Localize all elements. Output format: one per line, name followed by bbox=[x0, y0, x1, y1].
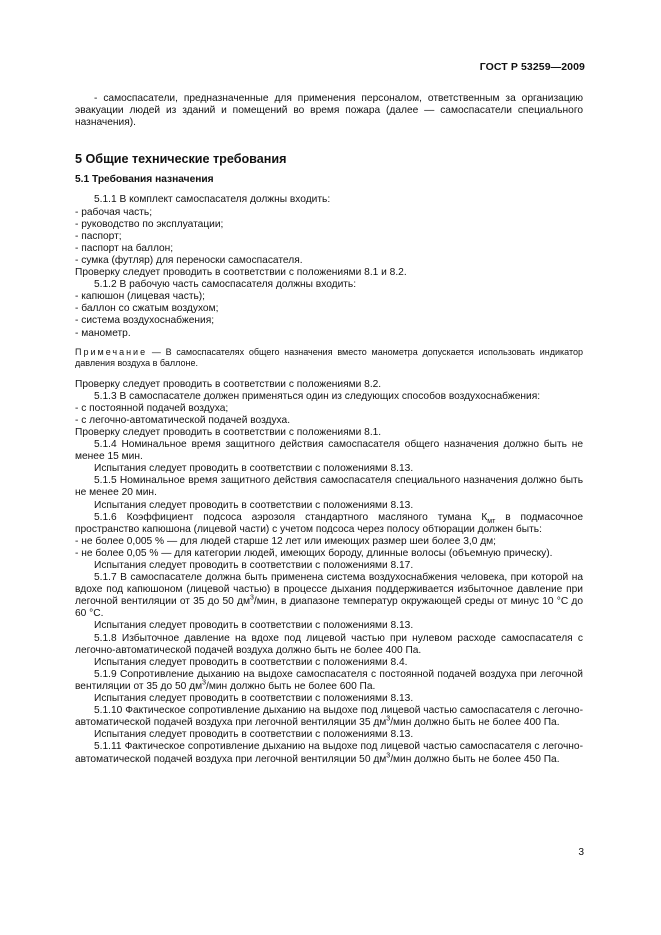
list-item: - с постоянной подачей воздуха; bbox=[75, 402, 229, 414]
document-body bbox=[75, 93, 583, 766]
subscript-mt: мт bbox=[487, 517, 496, 525]
note-paragraph bbox=[75, 347, 583, 370]
clause-text: 5.1.9 Сопротивление дыханию на выдохе самоспасателя с постоянной подачей воздуха при легочной вентиляции от 35 до 50 дм bbox=[75, 668, 583, 692]
test-line: Испытания следует проводить в соответствии с положениями 8.17. bbox=[94, 560, 414, 571]
intro-paragraph: - самоспасатели, предназначенные для применения персоналом, ответственным за организацию эвакуации людей из зданий и помещений во время пожара (далее — самоспасатели специального назначения). bbox=[75, 93, 583, 129]
clause-5-1-8: 5.1.8 Избыточное давление на вдохе под лицевой частью при нулевом расходе самоспасателя с легочно-автоматической подачей воздуха должно быть не более 400 Па. bbox=[75, 632, 583, 656]
page-header-standard: ГОСТ Р 53259—2009 bbox=[479, 61, 585, 73]
clause-text: /мин должно быть не более 450 Па. bbox=[390, 753, 560, 765]
superscript-3: 3 bbox=[249, 594, 254, 602]
test-line: Испытания следует проводить в соответствии с положениями 8.13. bbox=[94, 693, 414, 705]
verification-line: Проверку следует проводить в соответствии с положениями 8.1 и 8.2. bbox=[75, 267, 407, 279]
clause-5-1-1: 5.1.1 В комплект самоспасателя должны входить: bbox=[94, 194, 331, 206]
clause-5-1-2: 5.1.2 В рабочую часть самоспасателя должны входить: bbox=[94, 279, 357, 291]
clause-text: /мин должно быть не более 400 Па. bbox=[390, 717, 560, 729]
clause-text: /мин должно быть не более 600 Па. bbox=[206, 680, 376, 692]
superscript-3: 3 bbox=[386, 752, 391, 760]
list-item: - с легочно-автоматической подачей воздуха. bbox=[75, 414, 291, 426]
test-line: Испытания следует проводить в соответствии с положениями 8.13. bbox=[94, 499, 414, 511]
verification-line: Проверку следует проводить в соответствии с положениями 8.2. bbox=[75, 378, 382, 390]
list-item: - не более 0,05 % — для категории людей, имеющих бороду, длинные волосы (объемную прическу). bbox=[75, 547, 553, 559]
section-title: 5 Общие технические требования bbox=[75, 152, 287, 167]
clause-5-1-4: 5.1.4 Номинальное время защитного действия самоспасателя общего назначения должно быть не менее 15 мин. bbox=[75, 439, 583, 463]
list-item: - рабочая часть; bbox=[75, 206, 153, 218]
clause-5-1-7 bbox=[75, 572, 583, 620]
list-item: - паспорт на баллон; bbox=[75, 242, 174, 254]
superscript-3: 3 bbox=[386, 715, 391, 723]
clause-5-1-6 bbox=[75, 512, 583, 536]
clause-text: 5.1.11 Фактическое сопротивление дыханию на выдохе под лицевой частью самоспасателя с легочно-автоматической подачей воздуха при легочной вентиляции 50 дм bbox=[75, 741, 583, 765]
clause-text: /мин, в диапазоне температур окружающей среды от минус 10 °С до 60 °С. bbox=[75, 596, 583, 620]
clause-5-1-11 bbox=[75, 741, 583, 765]
clause-text: 5.1.10 Фактическое сопротивление дыханию на выдохе под лицевой частью самоспасателя с легочно-автоматической подачей воздуха при легочной вентиляции 35 дм bbox=[75, 705, 583, 729]
page-number: 3 bbox=[578, 847, 584, 858]
verification-line: Проверку следует проводить в соответствии с положениями 8.1. bbox=[75, 426, 382, 438]
clause-5-1-10 bbox=[75, 705, 583, 729]
subsection-title: 5.1 Требования назначения bbox=[75, 174, 214, 186]
list-item: - не более 0,005 % — для людей старше 12 лет или имеющих размер шеи более 3,0 дм; bbox=[75, 535, 496, 547]
test-line: Испытания следует проводить в соответствии с положениями 8.13. bbox=[94, 729, 414, 741]
test-line: Испытания следует проводить в соответствии с положениями 8.13. bbox=[94, 620, 414, 632]
list-item: - капюшон (лицевая часть); bbox=[75, 291, 206, 303]
list-item: - руководство по эксплуатации; bbox=[75, 218, 224, 230]
note-label: Примечание bbox=[75, 346, 148, 357]
list-item: - сумка (футляр) для переноски самоспасателя. bbox=[75, 254, 303, 266]
list-item: - паспорт; bbox=[75, 230, 122, 242]
list-item: - баллон со сжатым воздухом; bbox=[75, 303, 219, 315]
clause-5-1-5: 5.1.5 Номинальное время защитного действия самоспасателя специального назначения должно быть не менее 20 мин. bbox=[75, 475, 583, 499]
clause-5-1-9 bbox=[75, 669, 583, 693]
clause-text: 5.1.7 В самоспасателе должна быть применена система воздухоснабжения человека, при которой на вдохе под капюшоном (лицевой частью) в процессе дыхания поддерживается избыточное давление при легочной вентиляции от 35 до 50 дм bbox=[75, 572, 583, 608]
list-item: - система воздухоснабжения; bbox=[75, 315, 215, 327]
clause-5-1-3: 5.1.3 В самоспасателе должен применяться один из следующих способов воздухоснабжения: bbox=[94, 390, 541, 402]
note-text: — В самоспасателях общего назначения вместо манометра допускается использовать индикатор давления воздуха в баллоне. bbox=[75, 346, 583, 369]
test-line: Испытания следует проводить в соответствии с положениями 8.4. bbox=[94, 656, 408, 668]
clause-text: в подмасочное пространство капюшона (лицевой части) с учетом подсоса через полосу обтюрации должен быть: bbox=[75, 511, 584, 535]
clause-text: 5.1.6 Коэффициент подсоса аэрозоля стандартного масляного тумана К bbox=[94, 511, 488, 523]
superscript-3: 3 bbox=[202, 679, 207, 687]
list-item: - манометр. bbox=[75, 327, 131, 339]
test-line: Испытания следует проводить в соответствии с положениями 8.13. bbox=[94, 463, 414, 475]
